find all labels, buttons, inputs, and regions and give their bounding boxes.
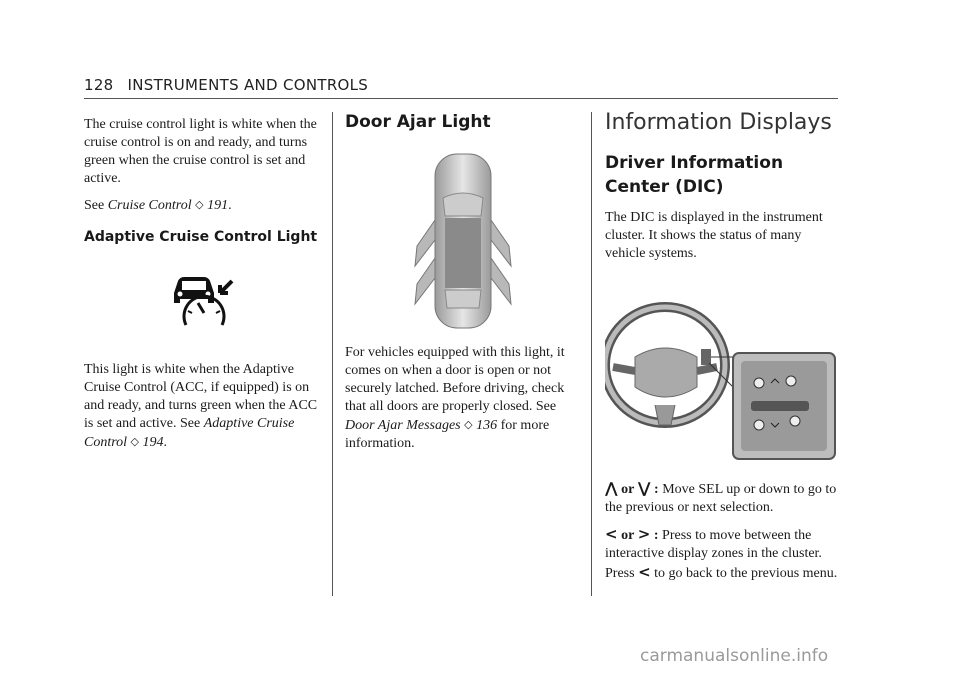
left-right-item: < or > : Press to move between the interactive display zones in the cluster. Press < to go back to the previous menu. <box>605 525 838 581</box>
cruise-control-link[interactable]: Cruise Control <box>107 198 192 213</box>
dic-paragraph: The DIC is displayed in the instrument cluster. It shows the status of many vehicle systems. <box>605 210 823 261</box>
chevron-down-icon: ⋁ <box>637 479 651 497</box>
acc-light-heading: Adaptive Cruise Control Light <box>84 229 318 245</box>
column-3 <box>605 110 839 591</box>
door-ajar-heading: Door Ajar Light <box>345 112 491 132</box>
watermark: carmanualsonline.info <box>640 646 829 666</box>
column-divider-1 <box>332 112 333 596</box>
section-title: INSTRUMENTS AND CONTROLS <box>127 76 369 94</box>
page-number: 128 <box>84 76 114 94</box>
page-ref-arrow-icon: ◇ <box>464 418 473 431</box>
acc-page-ref[interactable]: 194 <box>142 435 164 450</box>
acc-link[interactable]: Adaptive Cruise Control <box>84 416 295 450</box>
door-ajar-paragraph: For vehicles equipped with this light, it comes on when a door is open or not securely latched. Before driving, check that all doors are properly closed. See Door Ajar Messages ◇ 136 for more information. <box>345 345 565 451</box>
adaptive-cruise-icon <box>84 265 320 345</box>
cruise-see-reference: See Cruise Control ◇ 191. <box>84 198 232 213</box>
column-divider-2 <box>591 112 592 596</box>
up-down-item: ⋀ or ⋁ : Move SEL up or down to go to the previous or next selection. <box>605 479 837 515</box>
information-displays-title: Information Displays <box>605 110 832 135</box>
cruise-light-paragraph: The cruise control light is white when the cruise control is on and ready, and turns green when the cruise control is set and active. <box>84 117 317 186</box>
chevron-right-icon: > <box>637 525 651 543</box>
chevron-left-icon: < <box>638 563 651 581</box>
header-rule <box>84 98 838 99</box>
chevron-up-icon: ⋀ <box>605 479 618 497</box>
steering-wheel-controls-image <box>605 277 839 467</box>
page-header <box>84 76 368 94</box>
door-ajar-page-ref[interactable]: 136 <box>476 418 498 433</box>
dic-heading: Driver Information Center (DIC) <box>605 153 784 197</box>
page-ref-arrow-icon: ◇ <box>195 198 204 211</box>
acc-light-paragraph: This light is white when the Adaptive Cruise Control (ACC, if equipped) is on and ready, and turns green when the ACC is set and active. See Adaptive Cruise Control ◇ 194. <box>84 362 318 450</box>
chevron-left-icon: < <box>605 525 618 543</box>
column-1 <box>84 116 320 460</box>
door-ajar-messages-link[interactable]: Door Ajar Messages <box>345 418 461 433</box>
cruise-page-ref[interactable]: 191 <box>207 198 229 213</box>
page-ref-arrow-icon: ◇ <box>130 435 140 448</box>
column-2 <box>345 112 581 461</box>
door-ajar-icon <box>345 146 581 332</box>
